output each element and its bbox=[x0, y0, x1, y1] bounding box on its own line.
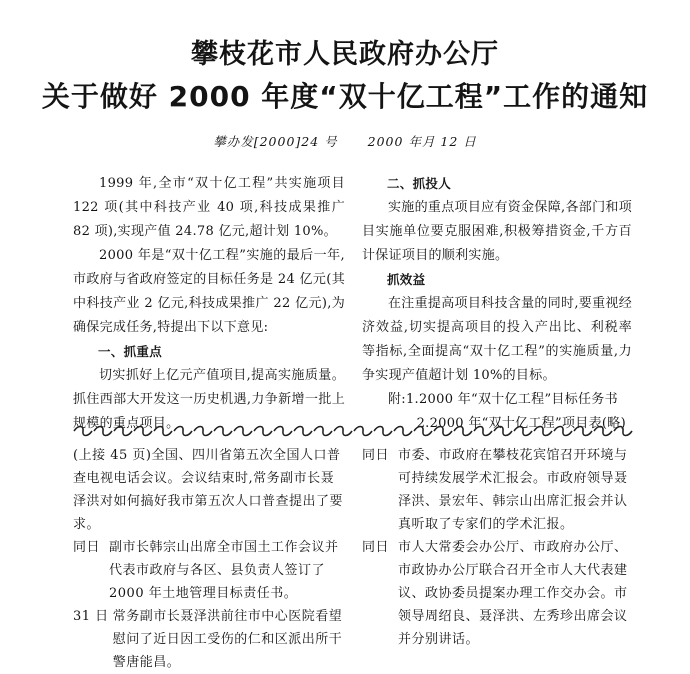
attachment-1: 附:1.2000 年“双十亿工程”目标任务书 bbox=[388, 392, 618, 407]
heading-efficiency: 抓效益 bbox=[387, 272, 426, 287]
document-date: 2000 年月 12 日 bbox=[367, 134, 477, 149]
news-left-column bbox=[73, 444, 345, 674]
news-entry-text: 市人大常委会办公厅、市政府办公厅、市政协办公厅联合召开全市人大代表建议、政协委员提案办理工作交办会。市领导周绍良、聂泽洪、左秀珍出席会议并分别讲话。 bbox=[398, 540, 628, 647]
right-column bbox=[362, 172, 632, 436]
news-entry-date: 31 日 bbox=[73, 609, 109, 624]
news-entry-text: (上接 45 页)全国、四川省第五次全国人口普查电视电话会议。会议结束时,常务副市长聂泽洪对如何搞好我市第五次人口普查提出了要求。 bbox=[73, 448, 344, 532]
document-number: 攀办发[2000]24 号 bbox=[213, 134, 338, 149]
news-entry-text: 副市长韩宗山出席全市国土工作会议并代表市政府与各区、县负责人签订了 2000 年土地管理目标责任书。 bbox=[109, 540, 339, 601]
left-column bbox=[73, 172, 345, 436]
paragraph-key-projects: 切实抓好上亿元产值项目,提高实施质量。抓住西部大开发这一历史机遇,力争新增一批上 bbox=[73, 368, 345, 407]
document-title-line1: 攀枝花市人民政府办公厅 bbox=[191, 39, 499, 70]
news-entry-date: 同日 bbox=[362, 540, 390, 555]
news-entry-date: 同日 bbox=[362, 448, 390, 463]
paragraph-funding: 实施的重点项目应有资金保障,各部门和项目实施单位要克服困难,积极筹措资金,千方百计保证项目的顺利实施。 bbox=[362, 200, 632, 263]
news-entry bbox=[362, 536, 634, 651]
paragraph-2000-target: 2000 年是“双十亿工程”实施的最后一年,市政府与省政府签定的目标任务是 24 亿元(其中科技产业 2 亿元,科技成果推广 22 亿元),为确保完成任务,特提出下以下意见: bbox=[73, 248, 345, 335]
heading-investment: 二、抓投人 bbox=[387, 176, 452, 191]
news-entry bbox=[73, 536, 345, 605]
news-entry-text: 市委、市政府在攀枝花宾馆召开环境与可持续发展学术汇报会。市政府领导聂泽洪、景宏年、韩宗山出席汇报会并认真听取了专家们的学术汇报。 bbox=[398, 448, 628, 532]
paragraph-efficiency: 在注重提高项目科技含量的同时,要重视经济效益,切实提高项目的投入产出比、利税率等指标,全面提高“双十亿工程”的实施质量,力争实现产值超计划 10%的目标。 bbox=[362, 296, 632, 383]
news-entry bbox=[362, 444, 634, 536]
paragraph-1999-summary: 1999 年,全市“双十亿工程”共实施项目 122 项(其中科技产业 40 项,科技成果推广 82 项),实现产值 24.78 亿元,超计划 10%。 bbox=[73, 176, 345, 239]
document-title-line2: 关于做好 2000 年度“双十亿工程”工作的通知 bbox=[41, 80, 649, 113]
wavy-divider bbox=[73, 424, 633, 438]
news-entry bbox=[73, 605, 345, 674]
document-number-line bbox=[0, 134, 690, 150]
news-entry-text: 常务副市长聂泽洪前往市中心医院看望慰问了近日因工受伤的仁和区派出所干警唐能昌。 bbox=[112, 609, 343, 670]
news-right-column bbox=[362, 444, 634, 651]
heading-focus-key: 一、抓重点 bbox=[98, 344, 163, 359]
news-entry-date: 同日 bbox=[73, 540, 101, 555]
news-entry bbox=[73, 444, 345, 536]
